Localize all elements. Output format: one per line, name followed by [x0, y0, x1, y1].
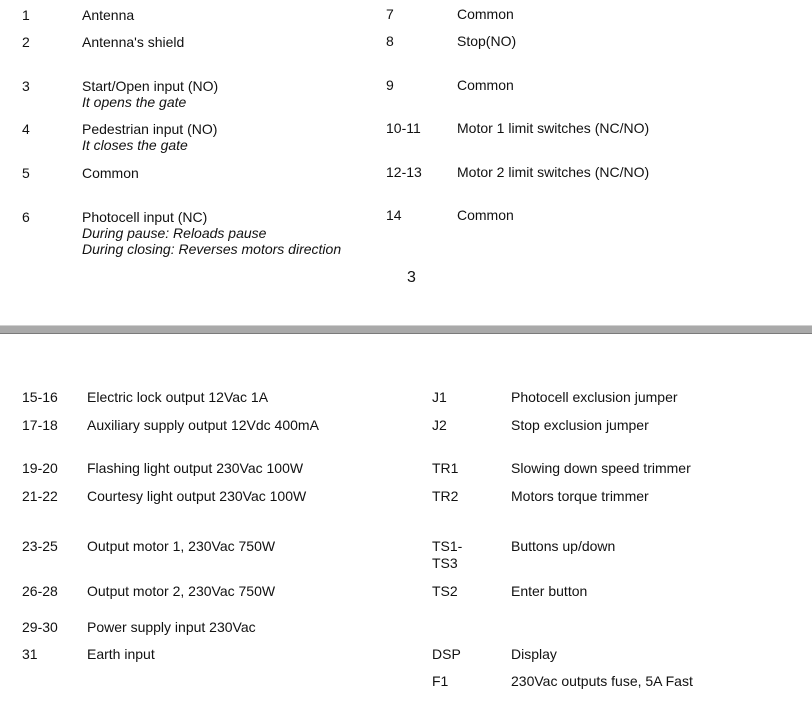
component-code-continued: TS3 — [432, 555, 458, 571]
terminal-label: Common — [82, 165, 139, 181]
terminal-label: Photocell input (NC) — [82, 209, 208, 225]
terminal-note: During pause: Reloads pause — [82, 225, 267, 241]
component-code: TR2 — [432, 488, 459, 504]
page-separator — [0, 324, 812, 334]
terminal-number: 4 — [22, 121, 30, 137]
component-label: Display — [511, 646, 557, 662]
component-code: TS2 — [432, 583, 458, 599]
terminal-number: 8 — [386, 33, 394, 49]
terminal-label: Motor 1 limit switches (NC/NO) — [457, 120, 650, 136]
terminal-label: Earth input — [87, 646, 155, 662]
terminal-number: 29-30 — [22, 619, 58, 635]
component-code: TR1 — [432, 460, 459, 476]
terminal-label: Common — [457, 6, 514, 22]
terminal-label: Start/Open input (NO) — [82, 78, 219, 94]
terminal-label: Motor 2 limit switches (NC/NO) — [457, 164, 650, 180]
terminal-number: 9 — [386, 77, 394, 93]
terminal-number: 17-18 — [22, 417, 58, 433]
component-label: Enter button — [511, 583, 588, 599]
terminal-number: 31 — [22, 646, 38, 662]
terminal-number: 12-13 — [386, 164, 422, 180]
terminal-number: 15-16 — [22, 389, 58, 405]
terminal-label: Antenna — [82, 7, 135, 23]
terminal-number: 7 — [386, 6, 394, 22]
terminal-number: 1 — [22, 7, 30, 23]
terminal-number: 2 — [22, 34, 30, 50]
terminal-number: 19-20 — [22, 460, 58, 476]
terminal-number: 14 — [386, 207, 402, 223]
terminal-label: Common — [457, 207, 514, 223]
component-label: Stop exclusion jumper — [511, 417, 649, 433]
component-code: TS1- — [432, 538, 463, 554]
component-code: J1 — [432, 389, 447, 405]
terminal-label: Common — [457, 77, 514, 93]
terminal-number: 10-11 — [386, 120, 421, 136]
terminal-label: Auxiliary supply output 12Vdc 400mA — [87, 417, 319, 433]
terminal-label: Pedestrian input (NO) — [82, 121, 218, 137]
component-label: Photocell exclusion jumper — [511, 389, 678, 405]
terminal-label: Stop(NO) — [457, 33, 517, 49]
component-code: F1 — [432, 673, 449, 689]
terminal-number: 3 — [22, 78, 30, 94]
component-label: Slowing down speed trimmer — [511, 460, 691, 476]
component-label: 230Vac outputs fuse, 5A Fast — [511, 673, 693, 689]
terminal-note: During closing: Reverses motors direction — [82, 241, 342, 257]
terminal-label: Power supply input 230Vac — [87, 619, 256, 635]
terminal-number: 5 — [22, 165, 30, 181]
terminal-label: Output motor 2, 230Vac 750W — [87, 583, 276, 599]
terminal-number: 6 — [22, 209, 30, 225]
terminal-label: Flashing light output 230Vac 100W — [87, 460, 304, 476]
component-code: J2 — [432, 417, 447, 433]
component-label: Motors torque trimmer — [511, 488, 649, 504]
terminal-number: 26-28 — [22, 583, 58, 599]
terminal-label: Courtesy light output 230Vac 100W — [87, 488, 307, 504]
terminal-note: It closes the gate — [82, 137, 188, 153]
terminal-label: Antenna's shield — [82, 34, 185, 50]
terminal-label: Electric lock output 12Vac 1A — [87, 389, 269, 405]
terminal-note: It opens the gate — [82, 94, 187, 110]
component-label: Buttons up/down — [511, 538, 616, 554]
terminal-number: 23-25 — [22, 538, 58, 554]
page-number: 3 — [407, 269, 416, 286]
component-code: DSP — [432, 646, 461, 662]
terminal-number: 21-22 — [22, 488, 58, 504]
terminal-label: Output motor 1, 230Vac 750W — [87, 538, 276, 554]
